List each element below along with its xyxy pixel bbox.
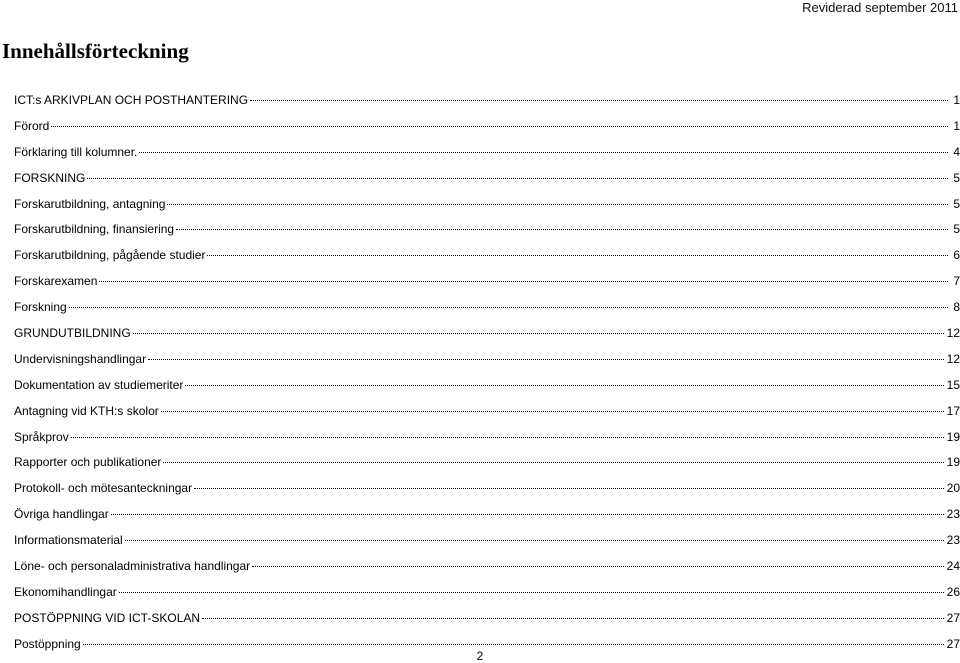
toc-entry-label: Språkprov xyxy=(14,429,69,444)
dot-leader xyxy=(252,566,943,567)
toc-entry[interactable] xyxy=(14,425,960,451)
toc-entry[interactable] xyxy=(14,192,960,218)
toc-entry[interactable] xyxy=(14,88,960,114)
toc-entry-page: 5 xyxy=(953,170,960,185)
toc-entry[interactable] xyxy=(14,295,960,321)
toc-entry-page: 12 xyxy=(946,351,960,366)
toc-entry-page: 12 xyxy=(946,326,960,341)
toc-entry-label: Antagning vid KTH:s skolor xyxy=(14,403,159,418)
toc-entry[interactable] xyxy=(14,166,960,192)
toc-entry-page: 27 xyxy=(946,610,960,625)
document-title: Innehållsförteckning xyxy=(2,39,189,63)
dot-leader xyxy=(69,307,948,308)
toc-entry[interactable] xyxy=(14,321,960,347)
toc-entry-label: Dokumentation av studiemeriter xyxy=(14,377,184,392)
dot-leader xyxy=(167,204,948,205)
toc-entry[interactable] xyxy=(14,502,960,528)
toc-entry-page: 7 xyxy=(953,274,960,289)
toc-entry[interactable] xyxy=(14,399,960,425)
toc-entry-label: GRUNDUTBILDNING xyxy=(14,326,131,341)
dot-leader xyxy=(176,229,948,230)
toc-entry-label: Ekonomihandlingar xyxy=(14,584,117,599)
toc-entry[interactable] xyxy=(14,373,960,399)
dot-leader xyxy=(99,281,948,282)
toc-entry[interactable] xyxy=(14,269,960,295)
dot-leader xyxy=(111,514,944,515)
toc-entry-page: 1 xyxy=(953,93,960,107)
dot-leader xyxy=(83,644,944,645)
toc-entry-page: 8 xyxy=(953,300,960,315)
dot-leader xyxy=(194,488,944,489)
toc-entry-page: 23 xyxy=(946,507,960,522)
toc-entry-page: 24 xyxy=(946,559,960,574)
toc-entry-page: 19 xyxy=(946,429,960,444)
toc-entry-label: Förklaring till kolumner. xyxy=(14,144,138,159)
dot-leader xyxy=(163,462,943,463)
toc-entry-label: Förord xyxy=(14,118,50,133)
toc-entry-page: 6 xyxy=(953,248,960,263)
dot-leader xyxy=(119,592,944,593)
toc-entry[interactable] xyxy=(14,450,960,476)
toc-entry-label: Informationsmaterial xyxy=(14,533,123,548)
toc-entry-label: Forskarutbildning, antagning xyxy=(14,196,166,211)
dot-leader xyxy=(125,540,944,541)
toc-entry-page: 17 xyxy=(946,403,960,418)
page-number: 2 xyxy=(476,649,484,663)
toc-entry-page: 5 xyxy=(953,222,960,237)
toc-entry[interactable] xyxy=(14,140,960,166)
dot-leader xyxy=(133,333,944,334)
toc-entry[interactable] xyxy=(14,580,960,606)
toc-entry-label: Löne- och personaladministrativa handlingar xyxy=(14,559,251,574)
dot-leader xyxy=(148,359,944,360)
toc-entry[interactable] xyxy=(14,243,960,269)
toc-entry-label: Postöppning xyxy=(14,636,81,651)
toc-entry[interactable] xyxy=(14,606,960,632)
toc-entry-page: 27 xyxy=(946,636,960,651)
toc-entry-label: POSTÖPPNING VID ICT-SKOLAN xyxy=(14,610,201,625)
toc-entry-label: Forskarutbildning, pågående studier xyxy=(14,248,206,263)
dot-leader xyxy=(139,152,948,153)
dot-leader xyxy=(51,126,948,127)
toc-entry-page: 20 xyxy=(946,481,960,496)
toc-entry-page: 15 xyxy=(946,377,960,392)
toc-entry-page: 23 xyxy=(946,533,960,548)
table-of-contents xyxy=(14,88,960,658)
dot-leader xyxy=(71,437,944,438)
toc-entry-label: ICT:s ARKIVPLAN OCH POSTHANTERING xyxy=(14,93,249,107)
toc-entry-page: 1 xyxy=(953,118,960,133)
toc-entry-page: 19 xyxy=(946,455,960,470)
dot-leader xyxy=(87,178,948,179)
toc-entry-label: Forskning xyxy=(14,300,67,315)
dot-leader xyxy=(185,385,943,386)
toc-entry[interactable] xyxy=(14,114,960,140)
toc-entry-label: Forskarutbildning, finansiering xyxy=(14,222,175,237)
toc-entry-page: 4 xyxy=(953,144,960,159)
toc-entry-label: Rapporter och publikationer xyxy=(14,455,162,470)
dot-leader xyxy=(250,100,948,101)
revision-header: Reviderad september 2011 xyxy=(802,0,958,15)
toc-entry-page: 26 xyxy=(946,584,960,599)
toc-entry-label: Undervisningshandlingar xyxy=(14,351,147,366)
toc-entry[interactable] xyxy=(14,217,960,243)
toc-entry[interactable] xyxy=(14,528,960,554)
toc-entry-label: Forskarexamen xyxy=(14,274,98,289)
toc-entry-label: Övriga handlingar xyxy=(14,507,109,522)
toc-entry-page: 5 xyxy=(953,196,960,211)
toc-entry[interactable] xyxy=(14,554,960,580)
dot-leader xyxy=(202,618,944,619)
toc-entry-label: FORSKNING xyxy=(14,170,86,185)
toc-entry-label: Protokoll- och mötesanteckningar xyxy=(14,481,193,496)
dot-leader xyxy=(207,255,948,256)
toc-entry[interactable] xyxy=(14,347,960,373)
dot-leader xyxy=(161,411,944,412)
toc-entry[interactable] xyxy=(14,476,960,502)
